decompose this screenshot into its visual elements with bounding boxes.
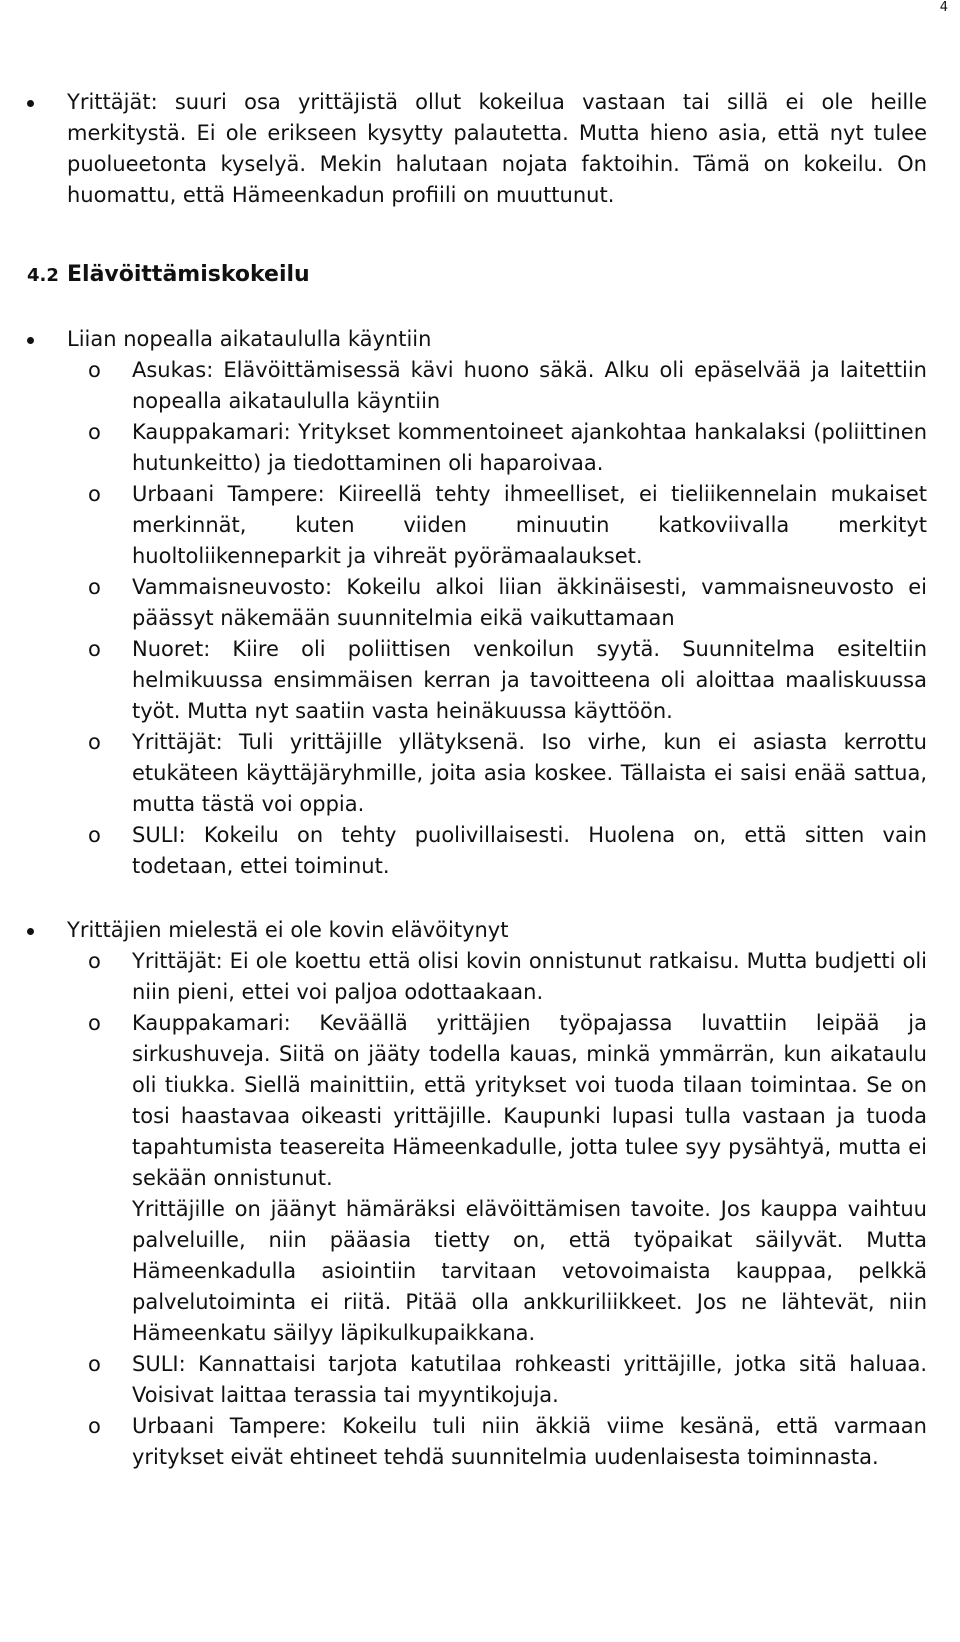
sub-item-text: Urbaani Tampere: Kiireellä tehty ihmeelliset, ei tieliikennelain mukaiset merkinnät, kuten viiden minuutin katkoviivalla merkityt huoltoliikenneparkit ja vihreät pyörämaalaukset. (132, 482, 927, 568)
sub-item (27, 417, 927, 479)
bullet-icon (27, 928, 34, 935)
sub-item-text: Kauppakamari: Keväällä yrittäjien työpajassa luvattiin leipää ja sirkushuveja. Siitä on jääty todella kauas, minkä ymmärrän, kun aikataulu oli tiukka. Siellä mainittiin, että yritykset voi tuoda tilaan toimintaa. Se on tosi haastavaa oikeasti yrittäjille. Kaupunki lupasi tulla vastaan ja tuoda tapahtumista teasereita Hämeenkadulle, jotta tulee syy pysähtyä, mutta ei sekään onnistunut. (132, 1011, 927, 1190)
sub-item-text: Yrittäjät: Ei ole koettu että olisi kovin onnistunut ratkaisu. Mutta budjetti oli niin pieni, ettei voi paljoa odottaakaan. (132, 949, 927, 1004)
circle-bullet-icon: o (88, 949, 101, 973)
circle-bullet-icon: o (88, 823, 101, 847)
circle-bullet-icon: o (88, 1414, 101, 1438)
sub-item-text: Yrittäjät: Tuli yrittäjille yllätyksenä. Iso virhe, kun ei asiasta kerrottu etukäteen käyttäjäryhmille, joita asia koskee. Tällaista ei saisi enää sattua, mutta tästä voi oppia. (132, 730, 927, 816)
sub-item (27, 1411, 927, 1473)
sub-item (27, 479, 927, 572)
section-heading (27, 259, 927, 291)
sub-item (27, 727, 927, 820)
sub-item (27, 1008, 927, 1194)
bullet-text: Liian nopealla aikataululla käyntiin (67, 327, 432, 351)
bullet-text: Yrittäjät: suuri osa yrittäjistä ollut kokeilua vastaan tai sillä ei ole heille merkitystä. Ei ole erikseen kysytty palautetta. Mutta hieno asia, että nyt tulee puolueetonta kyselyä. Mekin halutaan nojata faktoihin. Tämä on kokeilu. On huomattu, että Hämeenkadun profiili on muuttunut. (67, 90, 927, 207)
sub-item-continuation: Yrittäjille on jäänyt hämäräksi elävöittämisen tavoite. Jos kauppa vaihtuu palveluille, niin pääasia tietty on, että työpaikat säilyvät. Mutta Hämeenkadulla asiointiin tarvitaan vetovoimaista kauppaa, pelkkä palvelutoiminta ei riitä. Pitää olla ankkuriliikkeet. Jos ne lähtevät, niin Hämeenkatu säilyy läpikulkupaikkana. (132, 1197, 927, 1345)
sub-item (27, 355, 927, 417)
sub-item (27, 820, 927, 882)
circle-bullet-icon: o (88, 575, 101, 599)
sub-item-text: Kauppakamari: Yritykset kommentoineet ajankohtaa hankalaksi (poliittinen hutunkeitto) ja tiedottaminen oli haparoivaa. (132, 420, 927, 475)
sub-item-text: Urbaani Tampere: Kokeilu tuli niin äkkiä viime kesänä, että varmaan yritykset eivät ehtineet tehdä suunnitelmia uudenlaisesta toiminnasta. (132, 1414, 927, 1469)
bullet-icon (27, 100, 34, 107)
circle-bullet-icon: o (88, 1352, 101, 1376)
sub-item-text: SULI: Kannattaisi tarjota katutilaa rohkeasti yrittäjille, jotka sitä haluaa. Voisivat laittaa terassia tai myyntikojuja. (132, 1352, 927, 1407)
bullet-item (27, 915, 927, 946)
circle-bullet-icon: o (88, 482, 101, 506)
page-number: 4 (939, 0, 948, 15)
sub-item (27, 572, 927, 634)
bullet-text: Yrittäjien mielestä ei ole kovin elävöitynyt (67, 918, 509, 942)
sub-item-text: Asukas: Elävöittämisessä kävi huono säkä. Alku oli epäselvää ja laitettiin nopealla aikataululla käyntiin (132, 358, 927, 413)
bullet-icon (27, 337, 34, 344)
sub-item (27, 1349, 927, 1411)
sub-item-text: Vammaisneuvosto: Kokeilu alkoi liian äkkinäisesti, vammaisneuvosto ei päässyt näkemään suunnitelmia eikä vaikuttamaan (132, 575, 927, 630)
circle-bullet-icon: o (88, 1011, 101, 1035)
sub-item-text: Nuoret: Kiire oli poliittisen venkoilun syytä. Suunnitelma esiteltiin helmikuussa ensimmäisen kerran ja tavoitteena oli aloittaa maaliskuussa työt. Mutta nyt saatiin vasta heinäkuussa käyttöön. (132, 637, 927, 723)
circle-bullet-icon: o (88, 358, 101, 382)
sub-item (27, 946, 927, 1008)
sub-list (27, 946, 927, 1473)
document-body (27, 87, 927, 1473)
bullet-item (27, 87, 927, 211)
circle-bullet-icon: o (88, 730, 101, 754)
section-number: 4.2 (27, 265, 59, 286)
bullet-item (27, 324, 927, 355)
section-title: Elävöittämiskokeilu (67, 262, 310, 287)
circle-bullet-icon: o (88, 420, 101, 444)
circle-bullet-icon: o (88, 637, 101, 661)
sub-item-text: SULI: Kokeilu on tehty puolivillaisesti. Huolena on, että sitten vain todetaan, ettei toiminut. (132, 823, 927, 878)
sub-list (27, 355, 927, 882)
sub-item (27, 634, 927, 727)
